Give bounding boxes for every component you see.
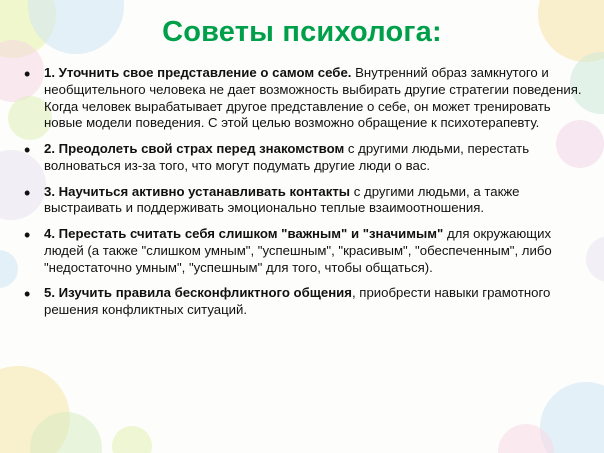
- tip-lead: 3. Научиться активно устанавливать контакты: [44, 183, 351, 199]
- tip-rest: для окружающих людей (а также "слишком умным", "успешным", "красивым", "обеспеченным", либо "недостаточно умным", "успешным" для того, чтобы общаться).: [44, 226, 552, 275]
- page-title: Советы психолога:: [162, 16, 442, 48]
- list-item: [18, 65, 586, 132]
- list-item: [18, 226, 586, 276]
- decorative-bubble: [112, 426, 152, 453]
- tip-rest: с другими людьми, перестать волноваться из-за того, что могут подумать другие люди о вас.: [44, 141, 530, 173]
- tip-rest: с другими людьми, а также выстраивать и поддерживать эмоционально теплые взаимоотношения.: [44, 183, 520, 216]
- tips-list: [0, 65, 604, 319]
- tip-lead: 4. Перестать считать себя слишком "важным" и "значимым": [44, 226, 444, 242]
- tip-rest: Внутренний образ замкнутого и необщительного человека не дает возможность выбирать другие стратегии поведения. Когда человек вырабатывает другое представление о себе, он может тренировать новые модели поведения. С этой целью возможно обращение к психотерапевту.: [44, 65, 582, 131]
- list-item: [18, 141, 586, 175]
- list-item: [18, 285, 586, 319]
- tip-rest: , приобрести навыки грамотного решения конфликтных ситуаций.: [44, 285, 551, 318]
- tip-lead: 5. Изучить правила бесконфликтного общения: [44, 285, 352, 301]
- tip-lead: 1. Уточнить свое представление о самом себе.: [44, 65, 352, 80]
- tip-lead: 2. Преодолеть свой страх перед знакомством: [44, 141, 345, 157]
- list-item: [18, 184, 586, 218]
